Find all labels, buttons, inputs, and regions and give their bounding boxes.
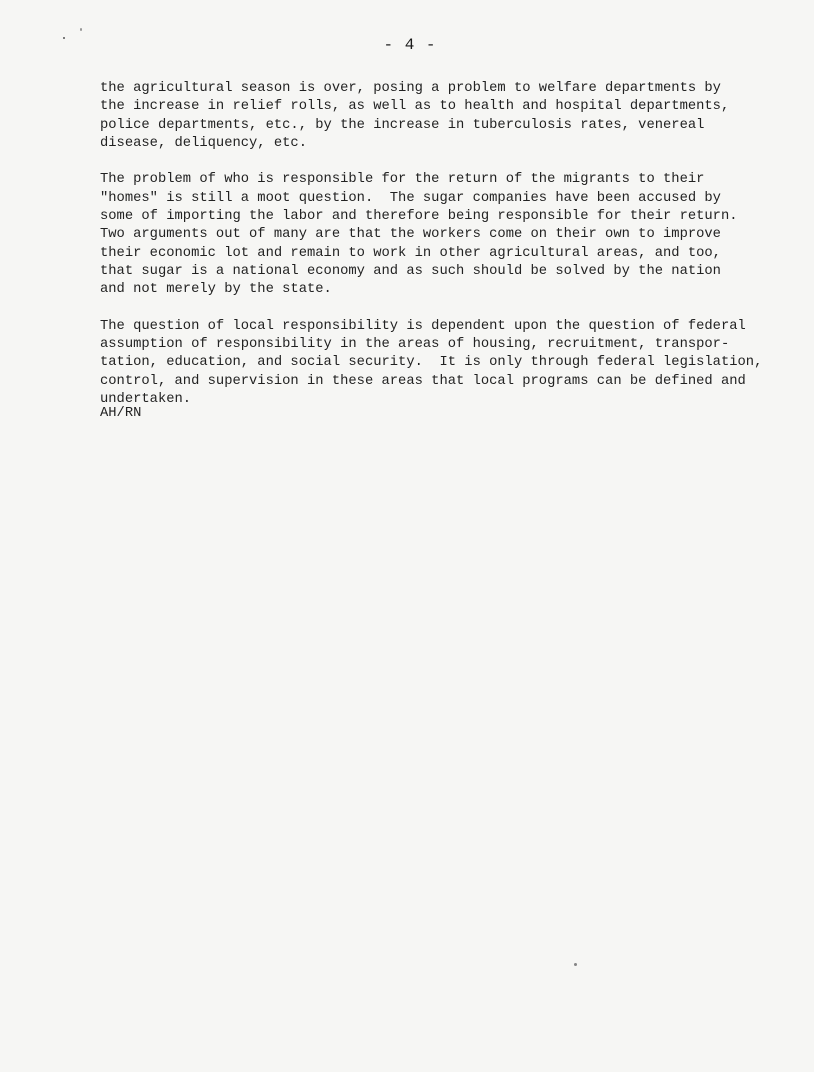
text-line: The problem of who is responsible for the return of the migrants to their — [100, 172, 705, 188]
page-number: - 4 - — [383, 36, 437, 54]
paragraph-2 — [100, 171, 790, 299]
paragraph-1 — [100, 80, 790, 153]
text-line: The question of local responsibility is dependent upon the question of federal — [100, 318, 746, 334]
text-line: some of importing the labor and therefore being responsible for their return. — [100, 209, 738, 225]
text-line: assumption of responsibility in the areas of housing, recruitment, transpor- — [100, 337, 730, 353]
text-line: their economic lot and remain to work in other agricultural areas, and too, — [100, 245, 721, 261]
text-line: tation, education, and social security. It is only through federal legislation, — [100, 355, 763, 371]
text-line: control, and supervision in these areas that local programs can be defined and — [100, 373, 746, 389]
paper-speck — [63, 37, 65, 39]
document-body — [100, 80, 790, 428]
text-line: Two arguments out of many are that the workers come on their own to improve — [100, 227, 721, 243]
paper-speck — [80, 28, 82, 31]
text-line: police departments, etc., by the increase in tuberculosis rates, venereal — [100, 117, 705, 133]
text-line: that sugar is a national economy and as such should be solved by the nation — [100, 263, 721, 279]
text-line: undertaken. — [100, 392, 192, 408]
text-line: "homes" is still a moot question. The sugar companies have been accused by — [100, 190, 721, 206]
typist-initials: AH/RN — [100, 406, 142, 421]
text-line: and not merely by the state. — [100, 282, 332, 298]
text-line: disease, deliquency, etc. — [100, 135, 307, 151]
paragraph-3 — [100, 318, 790, 409]
text-line: the increase in relief rolls, as well as to health and hospital departments, — [100, 99, 730, 115]
paper-speck — [574, 963, 577, 966]
text-line: the agricultural season is over, posing a problem to welfare departments by — [100, 81, 721, 96]
